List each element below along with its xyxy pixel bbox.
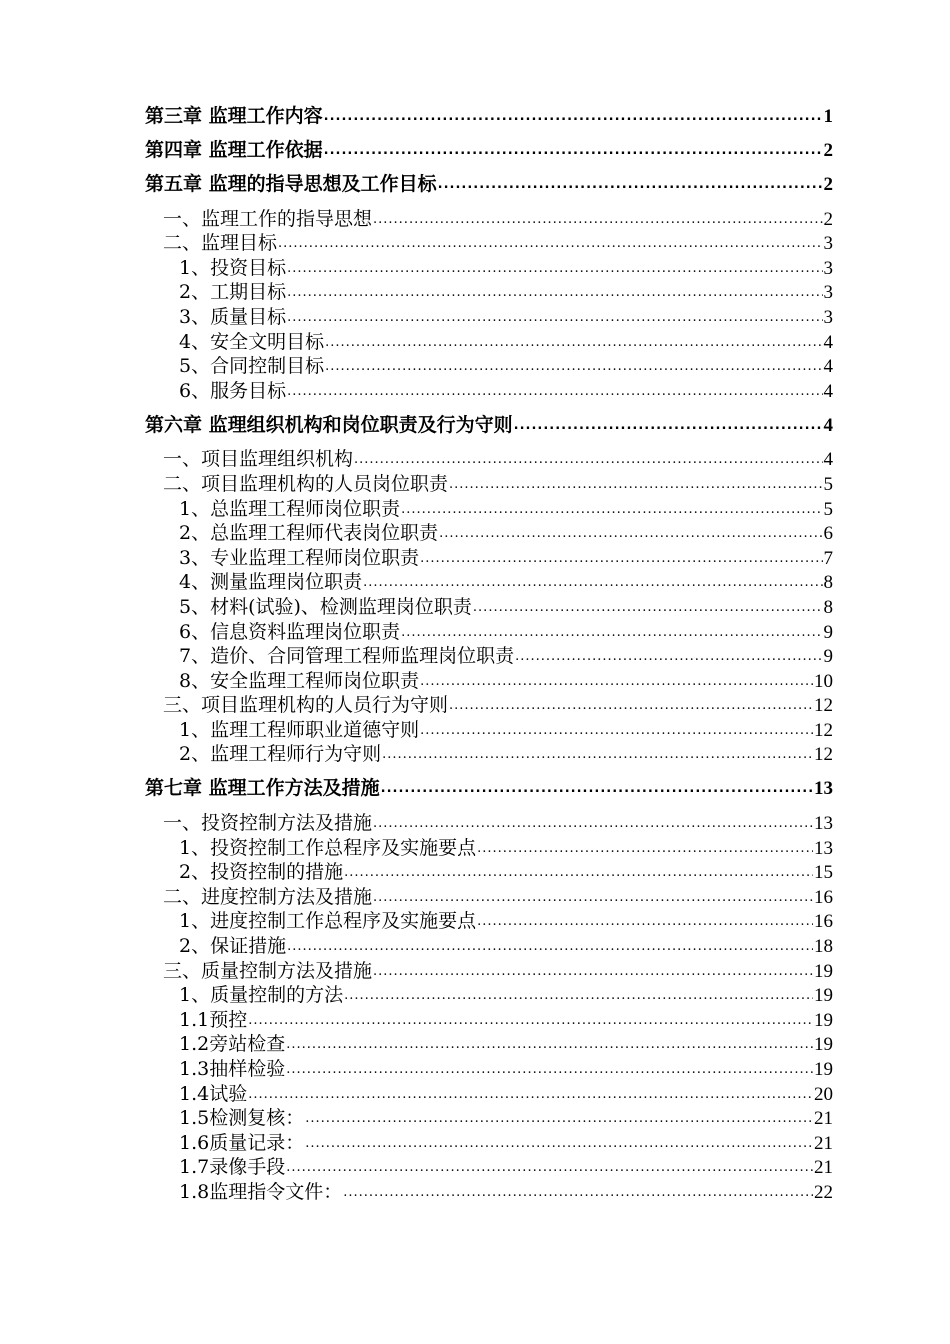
toc-page-number: 19 (814, 1059, 833, 1080)
toc-dot-leader (305, 1112, 813, 1130)
toc-page-number: 3 (823, 257, 833, 279)
toc-entry-title: 第四章 监理工作依据 (145, 139, 323, 161)
toc-page-number: 3 (823, 282, 833, 304)
toc-entry[interactable] (145, 933, 833, 958)
toc-dot-leader (514, 419, 823, 437)
toc-page-number: 13 (814, 778, 833, 800)
toc-entry[interactable] (145, 668, 833, 693)
toc-page-number: 16 (814, 911, 833, 933)
toc-dot-leader (477, 915, 813, 933)
toc-entry-title: 1、投资控制工作总程序及实施要点 (179, 836, 477, 859)
toc-entry[interactable] (145, 1155, 833, 1180)
toc-page-number: 2 (823, 174, 833, 195)
toc-entry[interactable] (145, 1081, 833, 1106)
toc-entry[interactable] (145, 280, 833, 305)
toc-page-number: 19 (814, 960, 833, 982)
toc-dot-leader (344, 866, 813, 884)
toc-page-number: 21 (814, 1157, 833, 1179)
toc-page-number: 4 (823, 449, 833, 471)
toc-page-number: 3 (823, 233, 833, 255)
toc-dot-leader (420, 552, 822, 570)
toc-entry-title: 1、质量控制的方法 (179, 984, 344, 1007)
toc-entry-title: 1、进度控制工作总程序及实施要点 (179, 910, 477, 933)
toc-dot-leader (449, 699, 813, 717)
toc-entry[interactable] (145, 354, 833, 379)
toc-entry[interactable] (145, 810, 833, 835)
toc-page-number: 9 (823, 621, 833, 643)
toc-entry[interactable] (145, 884, 833, 909)
toc-page-number: 5 (823, 498, 833, 520)
toc-page-number: 13 (814, 813, 833, 835)
toc-entry-title: 第七章 监理工作方法及措施 (145, 777, 380, 800)
toc-entry[interactable] (145, 776, 833, 800)
toc-page-number: 4 (823, 414, 833, 436)
toc-entry[interactable] (145, 860, 833, 885)
toc-page-number: 13 (814, 837, 833, 859)
toc-page-number: 20 (814, 1083, 833, 1105)
toc-entry-title: 三、质量控制方法及措施 (163, 959, 373, 982)
toc-entry-title: 1.3抽样检验 (179, 1058, 286, 1080)
toc-entry-title: 2、保证措施 (179, 935, 287, 958)
toc-entry-title: 2、投资控制的措施 (179, 861, 344, 884)
toc-entry[interactable] (145, 255, 833, 280)
toc-dot-leader (305, 1137, 813, 1155)
toc-dot-leader (324, 110, 823, 128)
toc-entry[interactable] (145, 521, 833, 546)
toc-entry-title: 1.8监理指令文件： (179, 1180, 343, 1203)
toc-page-number: 19 (814, 985, 833, 1007)
toc-entry-title: 1.5检测复核： (179, 1107, 305, 1130)
toc-page-number: 19 (814, 1034, 833, 1056)
toc-page-number: 15 (814, 862, 833, 884)
toc-entry[interactable] (145, 413, 833, 437)
toc-entry[interactable] (145, 329, 833, 354)
toc-entry[interactable] (145, 545, 833, 570)
toc-entry-title: 1.4试验 (179, 1082, 248, 1105)
toc-entry[interactable] (145, 1106, 833, 1131)
toc-page-number: 8 (823, 596, 833, 618)
toc-entry[interactable] (145, 1032, 833, 1057)
toc-page-number: 4 (823, 380, 833, 402)
toc-entry[interactable] (145, 304, 833, 329)
toc-dot-leader (287, 262, 822, 280)
toc-dot-leader (278, 237, 822, 255)
toc-entry[interactable] (145, 447, 833, 472)
toc-entry-title: 1.7录像手段 (179, 1156, 286, 1179)
toc-entry[interactable] (145, 1179, 833, 1204)
toc-entry[interactable] (145, 1007, 833, 1032)
toc-entry[interactable] (145, 693, 833, 718)
toc-entry-title: 第六章 监理组织机构和岗位职责及行为守则 (145, 413, 513, 436)
toc-page-number: 4 (823, 331, 833, 353)
toc-dot-leader (286, 1161, 813, 1179)
toc-page-number: 8 (823, 572, 833, 594)
toc-entry-title: 2、工期目标 (179, 281, 287, 304)
toc-entry-title: 二、进度控制方法及措施 (163, 885, 373, 908)
toc-dot-leader (287, 286, 822, 304)
toc-page-number: 7 (823, 547, 833, 569)
toc-page-number: 12 (814, 719, 833, 741)
toc-dot-leader (248, 1088, 813, 1106)
toc-page-number: 6 (823, 523, 833, 545)
toc-dot-leader (325, 360, 822, 378)
toc-entry-title: 2、总监理工程师代表岗位职责 (179, 522, 439, 545)
toc-entry[interactable] (145, 496, 833, 521)
toc-entry-title: 第五章 监理的指导思想及工作目标 (145, 173, 437, 195)
toc-entry-title: 8、安全监理工程师岗位职责 (179, 669, 420, 692)
toc-dot-leader (287, 311, 822, 329)
toc-dot-leader (438, 178, 823, 196)
toc-entry[interactable] (145, 231, 833, 256)
toc-entry[interactable] (145, 644, 833, 669)
toc-dot-leader (515, 650, 822, 668)
toc-entry-title: 6、服务目标 (179, 379, 287, 402)
toc-entry[interactable] (145, 570, 833, 595)
toc-dot-leader (343, 1186, 813, 1204)
toc-entry-title: 1、投资目标 (179, 256, 287, 279)
toc-entry-title: 6、信息资料监理岗位职责 (179, 620, 401, 643)
toc-page-number: 5 (823, 473, 833, 495)
toc-dot-leader (325, 336, 822, 354)
toc-dot-leader (248, 1014, 813, 1032)
toc-entry-title: 一、项目监理组织机构 (163, 448, 354, 471)
toc-entry-title: 5、合同控制目标 (179, 355, 325, 378)
toc-entry-title: 1、总监理工程师岗位职责 (179, 497, 401, 520)
toc-entry[interactable] (145, 1130, 833, 1155)
toc-page-number: 22 (814, 1181, 833, 1203)
toc-entry-title: 7、造价、合同管理工程师监理岗位职责 (179, 645, 515, 668)
toc-dot-leader (420, 724, 813, 742)
toc-dot-leader (420, 675, 813, 693)
toc-page-number: 2 (823, 208, 833, 230)
toc-entry-title: 第三章 监理工作内容 (145, 105, 323, 127)
toc-entry[interactable] (145, 717, 833, 742)
toc-entry-title: 二、监理目标 (163, 232, 278, 255)
toc-dot-leader (449, 478, 822, 496)
toc-page-number: 12 (814, 695, 833, 717)
toc-entry-title: 4、测量监理岗位职责 (179, 571, 363, 594)
toc-entry-title: 1.2旁站检查 (179, 1033, 286, 1056)
toc-entry[interactable] (145, 909, 833, 934)
toc-page-number: 10 (814, 670, 833, 692)
toc-page-number: 9 (823, 646, 833, 668)
toc-page-number: 2 (823, 140, 833, 161)
toc-dot-leader (381, 782, 813, 800)
toc-dot-leader (382, 748, 813, 766)
toc-entry-title: 1.1预控 (179, 1008, 248, 1031)
toc-entry[interactable] (145, 138, 833, 162)
toc-page-number: 21 (814, 1132, 833, 1154)
toc-entry-title: 一、监理工作的指导思想 (163, 207, 373, 230)
toc-entry[interactable] (145, 471, 833, 496)
toc-dot-leader (477, 842, 813, 860)
toc-entry-title: 3、专业监理工程师岗位职责 (179, 546, 420, 569)
toc-entry[interactable] (145, 619, 833, 644)
toc-entry-title: 三、项目监理机构的人员行为守则 (163, 694, 449, 717)
toc-dot-leader (287, 385, 822, 403)
toc-page-number: 19 (814, 1009, 833, 1031)
toc-dot-leader (286, 1063, 813, 1081)
toc-dot-leader (373, 965, 813, 983)
toc-entry[interactable] (145, 378, 833, 403)
toc-entry-title: 1、监理工程师职业道德守则 (179, 718, 420, 741)
toc-entry[interactable] (145, 1056, 833, 1081)
toc-page-number: 1 (823, 106, 833, 127)
toc-page-number: 12 (814, 744, 833, 766)
toc-dot-leader (439, 527, 822, 545)
toc-page-number: 3 (823, 306, 833, 328)
toc-page-number: 21 (814, 1108, 833, 1130)
toc-entry[interactable] (145, 958, 833, 983)
toc-entry[interactable] (145, 104, 833, 128)
toc-entry-title: 一、投资控制方法及措施 (163, 812, 373, 835)
toc-dot-leader (373, 213, 822, 231)
table-of-contents (145, 104, 833, 1204)
toc-entry[interactable] (145, 835, 833, 860)
toc-dot-leader (401, 503, 822, 521)
toc-dot-leader (344, 989, 813, 1007)
toc-page-number: 4 (823, 356, 833, 378)
toc-entry-title: 2、监理工程师行为守则 (179, 743, 382, 766)
toc-entry[interactable] (145, 172, 833, 196)
toc-dot-leader (324, 144, 823, 162)
toc-entry-title: 二、项目监理机构的人员岗位职责 (163, 472, 449, 495)
toc-entry[interactable] (145, 742, 833, 767)
toc-page-number: 16 (814, 886, 833, 908)
toc-entry-title: 4、安全文明目标 (179, 330, 325, 353)
toc-entry-title: 3、质量目标 (179, 305, 287, 328)
toc-entry[interactable] (145, 206, 833, 231)
toc-dot-leader (286, 1038, 813, 1056)
toc-entry[interactable] (145, 983, 833, 1008)
toc-dot-leader (473, 601, 823, 619)
toc-entry[interactable] (145, 594, 833, 619)
toc-entry-title: 5、材料(试验)、检测监理岗位职责 (179, 595, 472, 618)
toc-entry-title: 1.6质量记录： (179, 1131, 305, 1154)
toc-page-number: 18 (814, 936, 833, 958)
